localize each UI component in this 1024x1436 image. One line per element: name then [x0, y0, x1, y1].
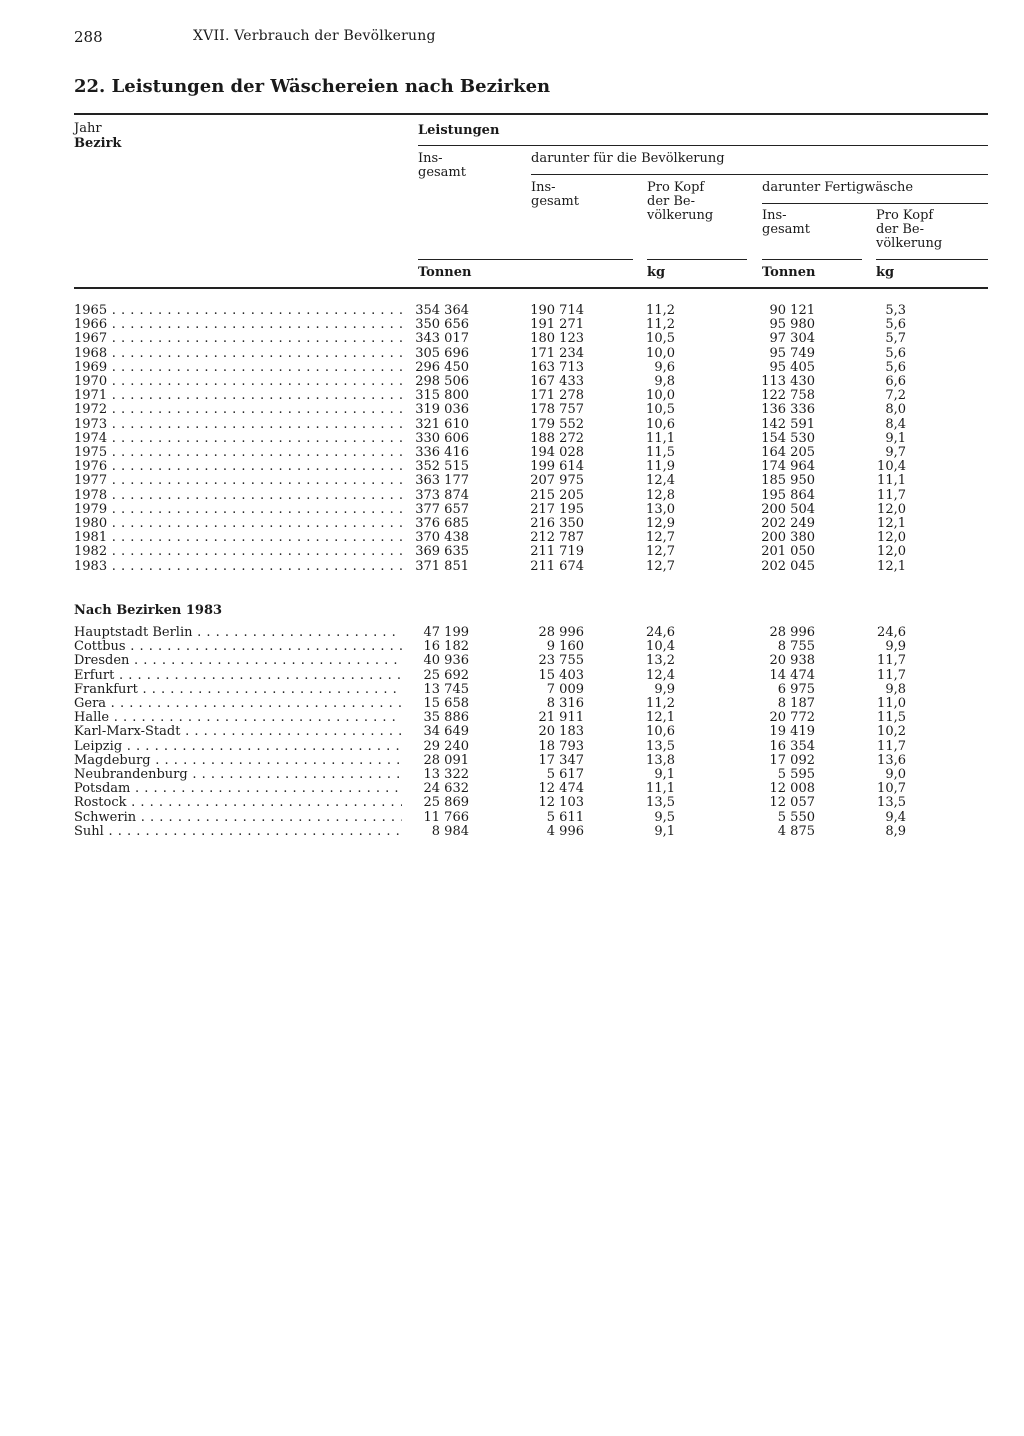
table-row [0, 418, 1024, 432]
cell-v2: 5 617 [546, 767, 584, 782]
header-fw-prokopf-3: völkerung [876, 236, 943, 251]
row-label: 1965 . . . [74, 304, 402, 318]
row-label: Dresden . . . [74, 654, 402, 668]
cell-v4: 200 380 [761, 530, 815, 546]
cell-v2: 179 552 [530, 416, 584, 432]
header-insgesamt-1: Ins- [418, 151, 443, 166]
table-row [0, 697, 1024, 711]
row-label: 1973 . . . [74, 418, 402, 432]
cell-v2: 194 028 [530, 445, 584, 460]
unit-kg: kg [647, 265, 666, 280]
header-rule-bevoelkerung [531, 174, 988, 175]
row-label: 1976 . . . [74, 460, 402, 474]
table-row [0, 796, 1024, 810]
cell-v5: 9,7 [885, 445, 906, 460]
unit-rule-kg [647, 259, 747, 260]
cell-v1: 350 656 [415, 317, 469, 333]
row-label: Frankfurt . . . [74, 683, 402, 697]
row-label: Suhl . . . [74, 825, 402, 839]
cell-v2: 180 123 [530, 331, 584, 347]
cell-v3: 12,7 [646, 558, 675, 574]
row-label: Leipzig . . . [74, 740, 402, 754]
unit-tonnen-2: Tonnen [762, 265, 816, 280]
cell-v2: 4 996 [546, 823, 584, 839]
cell-v4: 174 964 [761, 459, 815, 475]
unit-tonnen: Tonnen [418, 265, 472, 280]
cell-v3: 13,5 [646, 738, 675, 754]
cell-v3: 9,8 [654, 374, 675, 389]
cell-v2: 18 793 [538, 738, 584, 754]
cell-v5: 24,6 [877, 625, 906, 640]
cell-v1: 321 610 [415, 416, 469, 432]
cell-v2: 212 787 [530, 530, 584, 546]
cell-v4: 97 304 [769, 331, 815, 347]
cell-v1: 376 685 [415, 516, 469, 531]
cell-v3: 13,8 [646, 752, 675, 768]
table-row [0, 432, 1024, 446]
cell-v1: 13 745 [423, 681, 469, 697]
cell-v3: 9,5 [654, 809, 675, 825]
cell-v5: 11,7 [877, 667, 906, 683]
cell-v5: 12,0 [877, 544, 906, 560]
unit-rule-tonnen [418, 259, 633, 260]
table-row [0, 347, 1024, 361]
cell-v3: 11,2 [646, 303, 675, 318]
cell-v2: 188 272 [530, 430, 584, 446]
cell-v1: 13 322 [423, 767, 469, 782]
cell-v4: 8 755 [777, 639, 815, 655]
stub-header-jahr: Jahr [74, 121, 102, 136]
cell-v1: 28 091 [423, 752, 469, 768]
cell-v4: 202 249 [761, 516, 815, 531]
cell-v2: 216 350 [530, 516, 584, 531]
cell-v5: 9,9 [885, 639, 906, 655]
cell-v5: 10,7 [877, 781, 906, 797]
row-label: Neubrandenburg . . . [74, 768, 402, 782]
cell-v4: 202 045 [761, 558, 815, 574]
cell-v1: 370 438 [415, 530, 469, 546]
cell-v3: 24,6 [646, 625, 675, 640]
cell-v4: 154 530 [761, 430, 815, 446]
cell-v5: 7,2 [885, 388, 906, 404]
cell-v1: 305 696 [415, 345, 469, 361]
cell-v3: 11,5 [646, 445, 675, 460]
table-row [0, 669, 1024, 683]
cell-v3: 13,0 [646, 501, 675, 517]
cell-v1: 354 364 [415, 303, 469, 318]
cell-v4: 90 121 [769, 303, 815, 318]
table-row [0, 782, 1024, 796]
cell-v5: 11,5 [877, 710, 906, 726]
cell-v4: 95 749 [769, 345, 815, 361]
cell-v5: 5,3 [885, 303, 906, 318]
cell-v4: 4 875 [777, 823, 815, 839]
cell-v3: 10,5 [646, 331, 675, 347]
cell-v3: 12,9 [646, 516, 675, 531]
row-label: Hauptstadt Berlin . . . [74, 626, 402, 640]
cell-v5: 10,2 [877, 724, 906, 740]
cell-v1: 47 199 [423, 625, 469, 640]
cell-v5: 5,6 [885, 359, 906, 375]
cell-v4: 5 550 [777, 809, 815, 825]
table-row [0, 446, 1024, 460]
cell-v3: 12,7 [646, 544, 675, 560]
cell-v5: 11,0 [877, 696, 906, 711]
cell-v4: 122 758 [761, 388, 815, 404]
stub-header-bezirk: Bezirk [74, 136, 122, 151]
cell-v5: 12,1 [877, 516, 906, 531]
cell-v4: 14 474 [769, 667, 815, 683]
cell-v4: 5 595 [777, 767, 815, 782]
table-row [0, 545, 1024, 559]
row-label: 1966 . . . [74, 318, 402, 332]
table-row [0, 640, 1024, 654]
table-row [0, 474, 1024, 488]
cell-v2: 207 975 [530, 473, 584, 489]
cell-v2: 163 713 [530, 359, 584, 375]
header-bottom-rule [74, 287, 988, 289]
table-row [0, 304, 1024, 318]
cell-v2: 8 316 [546, 696, 584, 711]
cell-v5: 5,7 [885, 331, 906, 347]
cell-v5: 8,0 [885, 402, 906, 418]
table-row [0, 503, 1024, 517]
cell-v1: 330 606 [415, 430, 469, 446]
cell-v5: 12,0 [877, 501, 906, 517]
cell-v4: 113 430 [761, 374, 815, 389]
cell-v2: 21 911 [538, 710, 584, 726]
cell-v3: 10,6 [646, 416, 675, 432]
cell-v3: 10,0 [646, 345, 675, 361]
row-label: 1978 . . . [74, 489, 402, 503]
cell-v2: 211 719 [530, 544, 584, 560]
row-label: Rostock . . . [74, 796, 402, 810]
cell-v1: 336 416 [415, 445, 469, 460]
row-label: Cottbus . . . [74, 640, 402, 654]
row-label: Halle . . . [74, 711, 402, 725]
table-title: 22. Leistungen der Wäschereien nach Bezirken [74, 76, 551, 97]
cell-v2: 199 614 [530, 459, 584, 475]
cell-v1: 8 984 [431, 823, 469, 839]
chapter-heading: XVII. Verbrauch der Bevölkerung [193, 28, 436, 44]
cell-v1: 298 506 [415, 374, 469, 389]
cell-v4: 136 336 [761, 402, 815, 418]
table-row [0, 361, 1024, 375]
header-darunter-fertigwaesche: darunter Fertigwäsche [762, 180, 914, 195]
header-fw-prokopf-2: der Be- [876, 222, 925, 237]
row-label: Potsdam . . . [74, 782, 402, 796]
cell-v3: 12,4 [646, 473, 675, 489]
cell-v3: 11,2 [646, 696, 675, 711]
page-number: 288 [74, 28, 103, 46]
table-row [0, 768, 1024, 782]
cell-v4: 6 975 [777, 681, 815, 697]
row-label: 1974 . . . [74, 432, 402, 446]
header-rule-leistungen [418, 145, 988, 146]
table-row [0, 683, 1024, 697]
cell-v5: 9,1 [885, 430, 906, 446]
cell-v1: 40 936 [423, 653, 469, 669]
header-sub-insgesamt-1: Ins- [531, 180, 556, 195]
cell-v2: 20 183 [538, 724, 584, 740]
header-sub-insgesamt-2: gesamt [531, 194, 579, 209]
cell-v1: 373 874 [415, 487, 469, 503]
header-fw-insgesamt-1: Ins- [762, 208, 787, 223]
table-row [0, 460, 1024, 474]
cell-v1: 371 851 [415, 558, 469, 574]
cell-v1: 296 450 [415, 359, 469, 375]
table-row [0, 740, 1024, 754]
unit-rule-tonnen2 [762, 259, 862, 260]
row-label: Karl-Marx-Stadt . . . [74, 725, 402, 739]
cell-v3: 13,5 [646, 795, 675, 811]
cell-v5: 5,6 [885, 317, 906, 333]
unit-rule-kg2 [876, 259, 988, 260]
cell-v1: 24 632 [423, 781, 469, 797]
cell-v1: 25 869 [423, 795, 469, 811]
table-row [0, 754, 1024, 768]
row-label: 1979 . . . [74, 503, 402, 517]
cell-v5: 6,6 [885, 374, 906, 389]
cell-v1: 35 886 [423, 710, 469, 726]
table-row [0, 332, 1024, 346]
cell-v3: 12,4 [646, 667, 675, 683]
row-label: 1968 . . . [74, 347, 402, 361]
cell-v4: 185 950 [761, 473, 815, 489]
row-label: 1981 . . . [74, 531, 402, 545]
table-row [0, 725, 1024, 739]
cell-v2: 28 996 [538, 625, 584, 640]
cell-v5: 13,5 [877, 795, 906, 811]
cell-v1: 319 036 [415, 402, 469, 418]
cell-v1: 315 800 [415, 388, 469, 404]
row-label: 1970 . . . [74, 375, 402, 389]
cell-v3: 9,9 [654, 681, 675, 697]
cell-v2: 171 278 [530, 388, 584, 404]
table-row [0, 825, 1024, 839]
row-label: Magdeburg . . . [74, 754, 402, 768]
table-row [0, 375, 1024, 389]
header-rule-fertigwaesche [762, 203, 988, 204]
cell-v4: 28 996 [769, 625, 815, 640]
cell-v4: 17 092 [769, 752, 815, 768]
cell-v3: 10,0 [646, 388, 675, 404]
cell-v4: 8 187 [777, 696, 815, 711]
cell-v2: 17 347 [538, 752, 584, 768]
row-label: 1975 . . . [74, 446, 402, 460]
table-row [0, 711, 1024, 725]
cell-v1: 363 177 [415, 473, 469, 489]
cell-v2: 7 009 [546, 681, 584, 697]
cell-v5: 9,8 [885, 681, 906, 697]
cell-v2: 167 433 [530, 374, 584, 389]
table-top-rule [74, 113, 988, 115]
table-row [0, 626, 1024, 640]
table-row [0, 654, 1024, 668]
cell-v4: 16 354 [769, 738, 815, 754]
cell-v4: 20 938 [769, 653, 815, 669]
row-label: Schwerin . . . [74, 811, 402, 825]
cell-v3: 11,1 [646, 430, 675, 446]
cell-v5: 10,4 [877, 459, 906, 475]
cell-v2: 5 611 [546, 809, 584, 825]
table-row [0, 811, 1024, 825]
header-darunter-bevoelkerung: darunter für die Bevölkerung [531, 151, 725, 166]
cell-v1: 343 017 [415, 331, 469, 347]
cell-v1: 15 658 [423, 696, 469, 711]
cell-v5: 8,4 [885, 416, 906, 432]
header-prokopf-3: völkerung [647, 208, 714, 223]
cell-v4: 12 008 [769, 781, 815, 797]
unit-kg-2: kg [876, 265, 895, 280]
table-row [0, 489, 1024, 503]
row-label: 1971 . . . [74, 389, 402, 403]
cell-v1: 377 657 [415, 501, 469, 517]
row-label: 1980 . . . [74, 517, 402, 531]
cell-v1: 352 515 [415, 459, 469, 475]
cell-v4: 95 405 [769, 359, 815, 375]
header-fw-insgesamt-2: gesamt [762, 222, 810, 237]
cell-v4: 164 205 [761, 445, 815, 460]
cell-v3: 10,5 [646, 402, 675, 418]
cell-v4: 201 050 [761, 544, 815, 560]
cell-v5: 8,9 [885, 823, 906, 839]
cell-v2: 217 195 [530, 501, 584, 517]
cell-v3: 11,2 [646, 317, 675, 333]
table-row [0, 318, 1024, 332]
header-leistungen: Leistungen [418, 123, 500, 138]
cell-v4: 19 419 [769, 724, 815, 740]
table-row [0, 531, 1024, 545]
row-label: 1983 . . . [74, 560, 402, 574]
cell-v2: 23 755 [538, 653, 584, 669]
cell-v2: 171 234 [530, 345, 584, 361]
cell-v2: 12 103 [538, 795, 584, 811]
row-label: Gera . . . [74, 697, 402, 711]
cell-v1: 369 635 [415, 544, 469, 560]
cell-v2: 190 714 [530, 303, 584, 318]
cell-v3: 11,1 [646, 781, 675, 797]
cell-v1: 25 692 [423, 667, 469, 683]
table-row [0, 517, 1024, 531]
row-label: 1977 . . . [74, 474, 402, 488]
row-label: Erfurt . . . [74, 669, 402, 683]
cell-v2: 9 160 [546, 639, 584, 655]
cell-v4: 142 591 [761, 416, 815, 432]
district-section-title: Nach Bezirken 1983 [74, 603, 223, 618]
cell-v4: 12 057 [769, 795, 815, 811]
cell-v5: 11,7 [877, 653, 906, 669]
cell-v3: 9,1 [654, 767, 675, 782]
cell-v3: 13,2 [646, 653, 675, 669]
cell-v1: 29 240 [423, 738, 469, 754]
header-prokopf-2: der Be- [647, 194, 696, 209]
cell-v4: 95 980 [769, 317, 815, 333]
cell-v2: 215 205 [530, 487, 584, 503]
table-row [0, 389, 1024, 403]
cell-v4: 200 504 [761, 501, 815, 517]
row-label: 1972 . . . [74, 403, 402, 417]
cell-v2: 191 271 [530, 317, 584, 333]
cell-v3: 12,7 [646, 530, 675, 546]
cell-v4: 20 772 [769, 710, 815, 726]
cell-v2: 15 403 [538, 667, 584, 683]
cell-v3: 9,6 [654, 359, 675, 375]
cell-v3: 9,1 [654, 823, 675, 839]
cell-v4: 195 864 [761, 487, 815, 503]
cell-v5: 11,7 [877, 487, 906, 503]
header-insgesamt-2: gesamt [418, 165, 466, 180]
cell-v3: 12,8 [646, 487, 675, 503]
cell-v2: 178 757 [530, 402, 584, 418]
header-fw-prokopf-1: Pro Kopf [876, 208, 934, 223]
cell-v1: 16 182 [423, 639, 469, 655]
cell-v5: 9,0 [885, 767, 906, 782]
row-label: 1969 . . . [74, 361, 402, 375]
header-prokopf-1: Pro Kopf [647, 180, 705, 195]
cell-v5: 13,6 [877, 752, 906, 768]
cell-v5: 9,4 [885, 809, 906, 825]
cell-v3: 10,6 [646, 724, 675, 740]
cell-v2: 12 474 [538, 781, 584, 797]
cell-v3: 11,9 [646, 459, 675, 475]
cell-v2: 211 674 [530, 558, 584, 574]
cell-v3: 10,4 [646, 639, 675, 655]
cell-v5: 11,7 [877, 738, 906, 754]
cell-v5: 5,6 [885, 345, 906, 361]
table-row [0, 403, 1024, 417]
cell-v5: 12,0 [877, 530, 906, 546]
cell-v3: 12,1 [646, 710, 675, 726]
row-label: 1982 . . . [74, 545, 402, 559]
table-row [0, 560, 1024, 574]
cell-v5: 11,1 [877, 473, 906, 489]
cell-v1: 34 649 [423, 724, 469, 740]
cell-v1: 11 766 [423, 809, 469, 825]
row-label: 1967 . . . [74, 332, 402, 346]
cell-v5: 12,1 [877, 558, 906, 574]
